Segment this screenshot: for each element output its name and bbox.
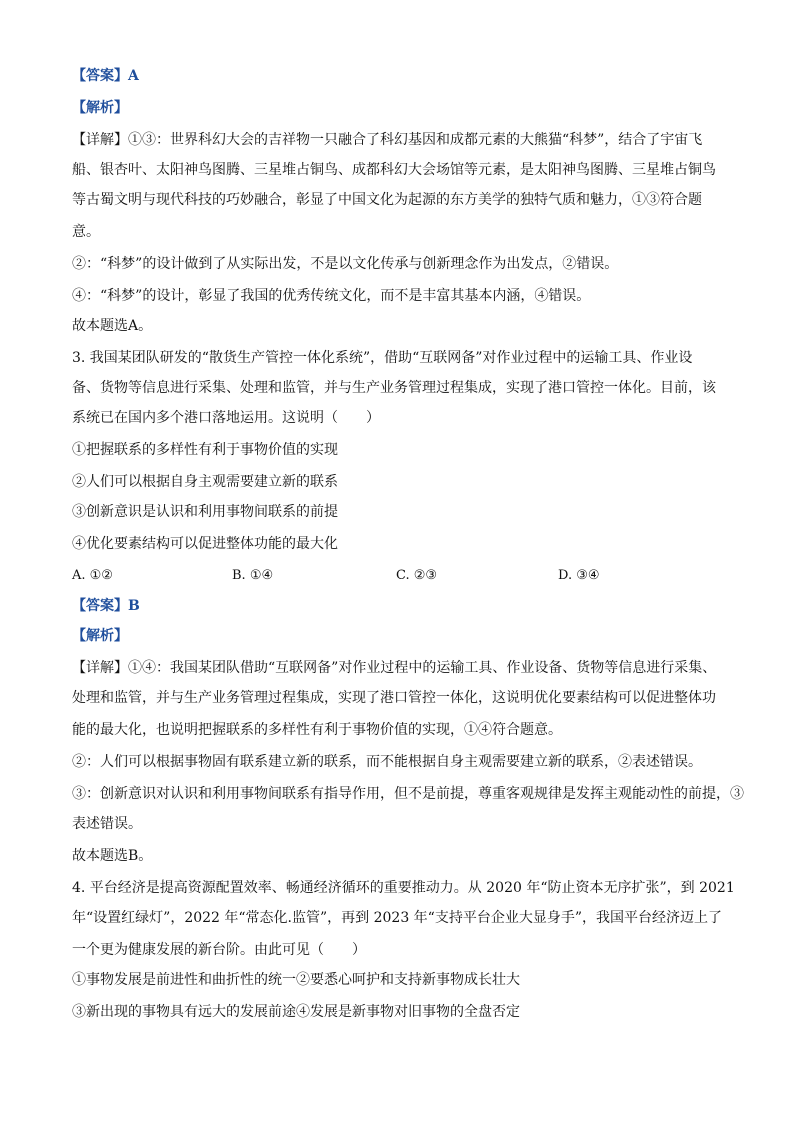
q3-stem-line: 3. 我国某团队研发的“散货生产管控一体化系统”，借助“互联网备”对作业过程中的运输工具、作业设: [72, 350, 693, 366]
q3-statement: ①把握联系的多样性有利于事物价值的实现: [72, 442, 338, 458]
q3-stem-line: 备、货物等信息进行采集、处理和监管，并与生产业务管理过程集成，实现了港口管控一体化。目前，该: [72, 380, 716, 396]
q3-detail-line: ②：人们可以根据事物固有联系建立新的联系，而不能根据自身主观需要建立新的联系，②表述错误。: [72, 754, 702, 770]
q2-detail-line: ④：“科梦”的设计，彰显了我国的优秀传统文化，而不是丰富其基本内涵，④错误。: [72, 288, 591, 304]
q3-statement: ④优化要素结构可以促进整体功能的最大化: [72, 536, 338, 552]
q4-stem-line: 4. 平台经济是提高资源配置效率、畅通经济循环的重要推动力。从 2020 年“防止资本无序扩张”，到 2021: [72, 880, 735, 896]
q2-detail-line: 意。: [72, 224, 100, 240]
q3-analysis-label: 【解析】: [72, 628, 128, 644]
q3-detail-line: 处理和监管，并与生产业务管理过程集成，实现了港口管控一体化，这说明优化要素结构可以促进整体功: [72, 690, 716, 706]
q4-statement: ①事物发展是前进性和曲折性的统一②要悉心呵护和支持新事物成长壮大: [72, 972, 520, 988]
q3-detail-line: 【详解】①④：我国某团队借助“互联网备”对作业过程中的运输工具、作业设备、货物等信息进行采集、: [72, 660, 717, 676]
q2-answer-label: 【答案】A: [72, 68, 139, 84]
q2-analysis-label: 【解析】: [72, 100, 128, 116]
q3-detail-line: ③：创新意识对认识和利用事物间联系有指导作用，但不是前提，尊重客观规律是发挥主观能动性的前提，③: [72, 786, 744, 802]
q2-detail-line: 船、银杏叶、太阳神鸟图腾、三星堆占铜鸟、成都科幻大会场馆等元素，是太阳神鸟图腾、三星堆占铜鸟: [72, 162, 716, 178]
q3-conclusion: 故本题选B。: [72, 848, 153, 864]
q3-statement: ②人们可以根据自身主观需要建立新的联系: [72, 474, 338, 490]
q2-detail-line: 等古蜀文明与现代科技的巧妙融合，彰显了中国文化为起源的东方美学的独特气质和魅力，①③符合题: [72, 192, 702, 208]
q4-stem-line: 一个更为健康发展的新台阶。由此可见（ ）: [72, 942, 366, 958]
q4-statement: ③新出现的事物具有远大的发展前途④发展是新事物对旧事物的全盘否定: [72, 1004, 520, 1020]
q3-stem-line: 系统已在国内多个港口落地运用。这说明（ ）: [72, 410, 380, 426]
q2-detail-line: ②：“科梦”的设计做到了从实际出发，不是以文化传承与创新理念作为出发点，②错误。: [72, 256, 619, 272]
q3-answer-label: 【答案】B: [72, 598, 140, 614]
q3-option-d: D. ③④: [558, 568, 600, 583]
q3-option-a: A. ①②: [72, 568, 113, 583]
q3-option-c: C. ②③: [396, 568, 438, 583]
q3-detail-line: 能的最大化，也说明把握联系的多样性有利于事物价值的实现，①④符合题意。: [72, 722, 562, 738]
q4-stem-line: 年“设置红绿灯”，2022 年“常态化.监管”，再到 2023 年“支持平台企业大显身手”，我国平台经济迈上了: [72, 910, 722, 926]
q3-statement: ③创新意识是认识和利用事物间联系的前提: [72, 504, 338, 520]
q3-option-b: B. ①④: [232, 568, 274, 583]
q3-detail-line: 表述错误。: [72, 816, 142, 832]
q2-detail-line: 【详解】①③：世界科幻大会的吉祥物一只融合了科幻基因和成都元素的大熊猫“科梦”，结合了宇宙飞: [72, 132, 703, 148]
q2-conclusion: 故本题选A。: [72, 318, 153, 334]
